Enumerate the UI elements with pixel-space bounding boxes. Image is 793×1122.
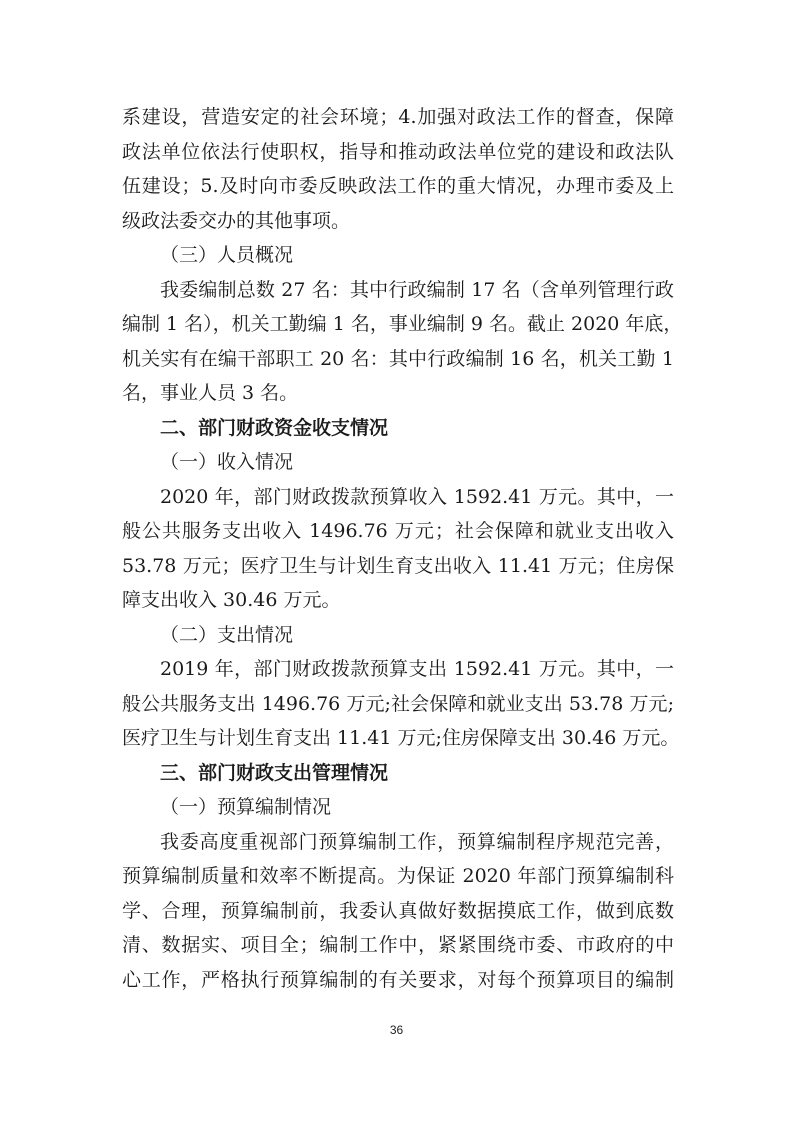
paragraph-line: 学、合理，预算编制前，我委认真做好数据摸底工作，做到底数	[122, 899, 674, 922]
paragraph-line: 预算编制质量和效率不断提高。为保证 2020 年部门预算编制科	[122, 865, 674, 888]
paragraph-line: 政法单位依法行使职权，指导和推动政法单位党的建设和政法队	[122, 140, 674, 163]
paragraph-line: 我委高度重视部门预算编制工作，预算编制程序规范完善，	[160, 830, 674, 853]
paragraph-line: 级政法委交办的其他事项。	[122, 209, 351, 232]
paragraph-line: 清、数据实、项目全；编制工作中，紧紧围绕市委、市政府的中	[122, 934, 674, 957]
paragraph-line: 系建设，营造安定的社会环境；4.加强对政法工作的督查，保障	[122, 106, 674, 128]
page-number: 36	[389, 1023, 404, 1037]
paragraph-line: 2019 年，部门财政拨款预算支出 1592.41 万元。其中，一	[160, 658, 674, 681]
paragraph-line: 我委编制总数 27 名：其中行政编制 17 名（含单列管理行政	[160, 278, 674, 301]
paragraph-line: 53.78 万元；医疗卫生与计划生育支出收入 11.41 万元；住房保	[122, 554, 674, 577]
paragraph-line: 编制 1 名），机关工勤编 1 名，事业编制 9 名。截止 2020 年底，	[122, 313, 683, 336]
paragraph-line: 心工作，严格执行预算编制的有关要求，对每个预算项目的编制	[122, 969, 674, 991]
paragraph-line: 医疗卫生与计划生育支出 11.41 万元;住房保障支出 30.46 万元。	[122, 727, 680, 750]
section-heading: 三、部门财政支出管理情况	[160, 761, 389, 784]
paragraph-line: 般公共服务支出收入 1496.76 万元；社会保障和就业支出收入	[122, 520, 674, 543]
paragraph-line: 伍建设；5.及时向市委反映政法工作的重大情况，办理市委及上	[122, 175, 674, 198]
paragraph-line: 名，事业人员 3 名。	[122, 382, 299, 405]
subsection-heading: （二）支出情况	[160, 623, 294, 646]
subsection-heading: （三）人员概况	[160, 244, 294, 267]
paragraph-line: 2020 年，部门财政拨款预算收入 1592.41 万元。其中，一	[160, 485, 674, 508]
paragraph-line: 机关实有在编干部职工 20 名：其中行政编制 16 名，机关工勤 1	[122, 347, 674, 370]
section-heading: 二、部门财政资金收支情况	[160, 416, 389, 439]
subsection-heading: （一）收入情况	[160, 451, 294, 474]
paragraph-line: 障支出收入 30.46 万元。	[122, 589, 341, 612]
subsection-heading: （一）预算编制情况	[160, 796, 332, 819]
paragraph-line: 般公共服务支出 1496.76 万元;社会保障和就业支出 53.78 万元;	[122, 692, 674, 715]
